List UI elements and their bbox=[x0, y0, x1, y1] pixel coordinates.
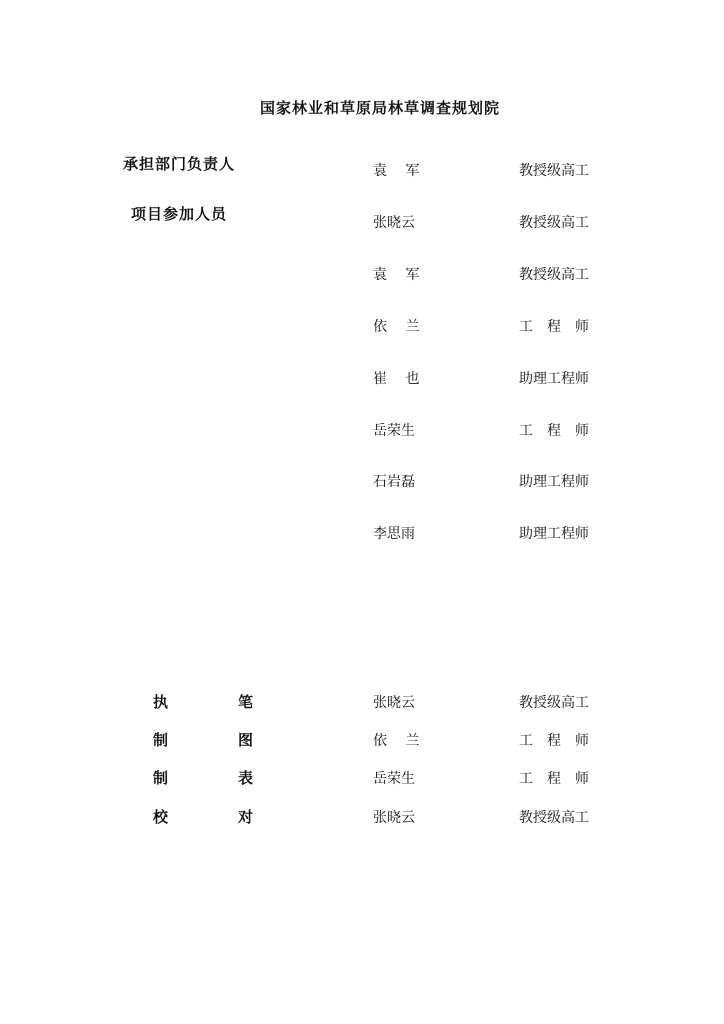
credit-title: 教授级高工 bbox=[519, 810, 589, 826]
participant-name: 张晓云 bbox=[373, 215, 415, 231]
credit-name: 依 兰 bbox=[373, 733, 420, 749]
credit-role-char: 对 bbox=[238, 808, 254, 826]
participant-title: 教授级高工 bbox=[519, 267, 589, 283]
participant-name: 袁 军 bbox=[373, 267, 420, 283]
participant-name: 石岩磊 bbox=[373, 474, 415, 490]
credit-role-char: 表 bbox=[238, 769, 254, 787]
credit-name: 张晓云 bbox=[373, 695, 415, 711]
credit-role-char: 制 bbox=[153, 769, 169, 787]
credit-name: 岳荣生 bbox=[373, 771, 415, 787]
credit-title: 教授级高工 bbox=[519, 695, 589, 711]
credit-name: 张晓云 bbox=[373, 810, 415, 826]
credit-role-char: 制 bbox=[153, 731, 169, 749]
responsible-name: 袁 军 bbox=[373, 163, 420, 179]
participant-name: 崔 也 bbox=[373, 371, 420, 387]
participant-name: 依 兰 bbox=[373, 319, 420, 335]
participant-title: 工 程 师 bbox=[519, 319, 589, 335]
participant-title: 助理工程师 bbox=[519, 526, 589, 542]
participants-label: 项目参加人员 bbox=[131, 205, 228, 223]
responsible-label: 承担部门负责人 bbox=[123, 155, 236, 173]
participant-title: 教授级高工 bbox=[519, 215, 589, 231]
responsible-title: 教授级高工 bbox=[519, 163, 589, 179]
participant-name: 李思雨 bbox=[373, 526, 415, 542]
credit-role-char: 图 bbox=[238, 731, 254, 749]
credit-role-char: 笔 bbox=[238, 693, 254, 711]
participant-title: 助理工程师 bbox=[519, 474, 589, 490]
credit-title: 工 程 师 bbox=[519, 771, 589, 787]
participant-name: 岳荣生 bbox=[373, 423, 415, 439]
participant-title: 工 程 师 bbox=[519, 423, 589, 439]
credit-title: 工 程 师 bbox=[519, 733, 589, 749]
credit-role-char: 执 bbox=[153, 693, 169, 711]
org-title: 国家林业和草原局林草调查规划院 bbox=[259, 99, 500, 117]
participant-title: 助理工程师 bbox=[519, 371, 589, 387]
credit-role-char: 校 bbox=[153, 808, 169, 826]
